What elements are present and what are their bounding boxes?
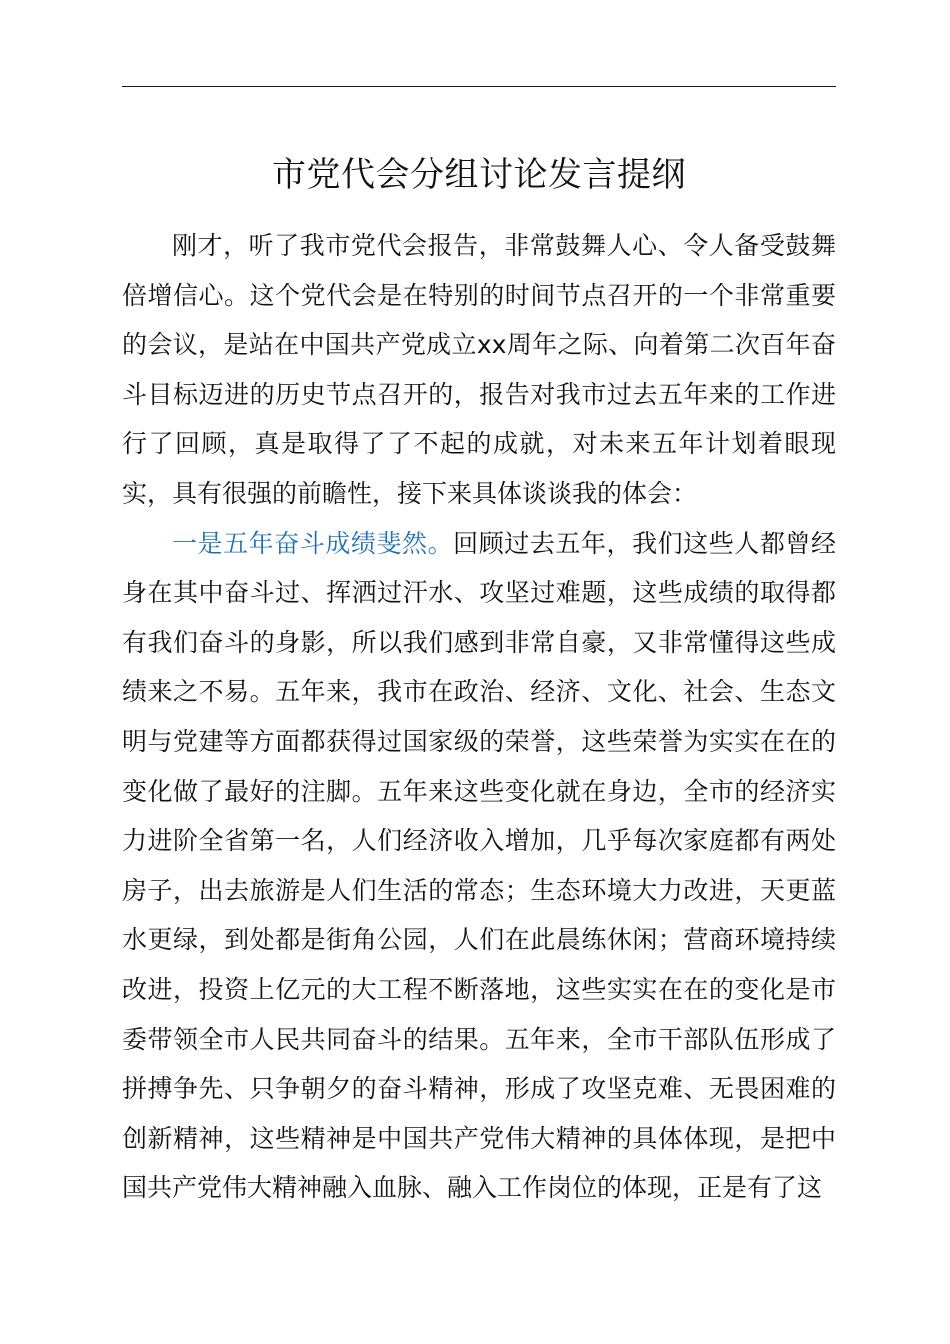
paragraph-intro xyxy=(122,221,836,519)
document-title: 市党代会分组讨论发言提纲 xyxy=(272,155,686,195)
paragraph-point-one xyxy=(122,519,836,1213)
paragraph-intro-text: 刚才，听了我市党代会报告，非常鼓舞人心、令人备受鼓舞倍增信心。这个党代会是在特别的时间节点召开的一个非常重要的会议，是站在中国共产党成立xx周年之际、向着第二次百年奋斗目标迈进的历史节点召开的，报告对我市过去五年来的工作进行了回顾，真是取得了了不起的成就，对未来五年计划着眼现实，具有很强的前瞻性，接下来具体谈谈我的体会： xyxy=(122,231,836,508)
point-one-heading: 一是五年奋斗成绩斐然。 xyxy=(172,528,454,558)
header-rule xyxy=(122,86,836,87)
document-body xyxy=(122,221,836,1213)
paragraph-point-one-text: 回顾过去五年，我们这些人都曾经身在其中奋斗过、挥洒过汗水、攻坚过难题，这些成绩的取得都有我们奋斗的身影，所以我们感到非常自豪，又非常懂得这些成绩来之不易。五年来，我市在政治、经济、文化、社会、生态文明与党建等方面都获得过国家级的荣誉，这些荣誉为实实在在的变化做了最好的注脚。五年来这些变化就在身边，全市的经济实力进阶全省第一名，人们经济收入增加，几乎每次家庭都有两处房子，出去旅游是人们生活的常态；生态环境大力改进，天更蓝水更绿，到处都是街角公园，人们在此晨练休闲；营商环境持续改进，投资上亿元的大工程不断落地，这些实实在在的变化是市委带领全市人民共同奋斗的结果。五年来，全市干部队伍形成了拼搏争先、只争朝夕的奋斗精神，形成了攻坚克难、无畏困难的创新精神，这些精神是中国共产党伟大精神的具体体现，是把中国共产党伟大精神融入血脉、融入工作岗位的体现，正是有了这 xyxy=(122,528,836,1203)
